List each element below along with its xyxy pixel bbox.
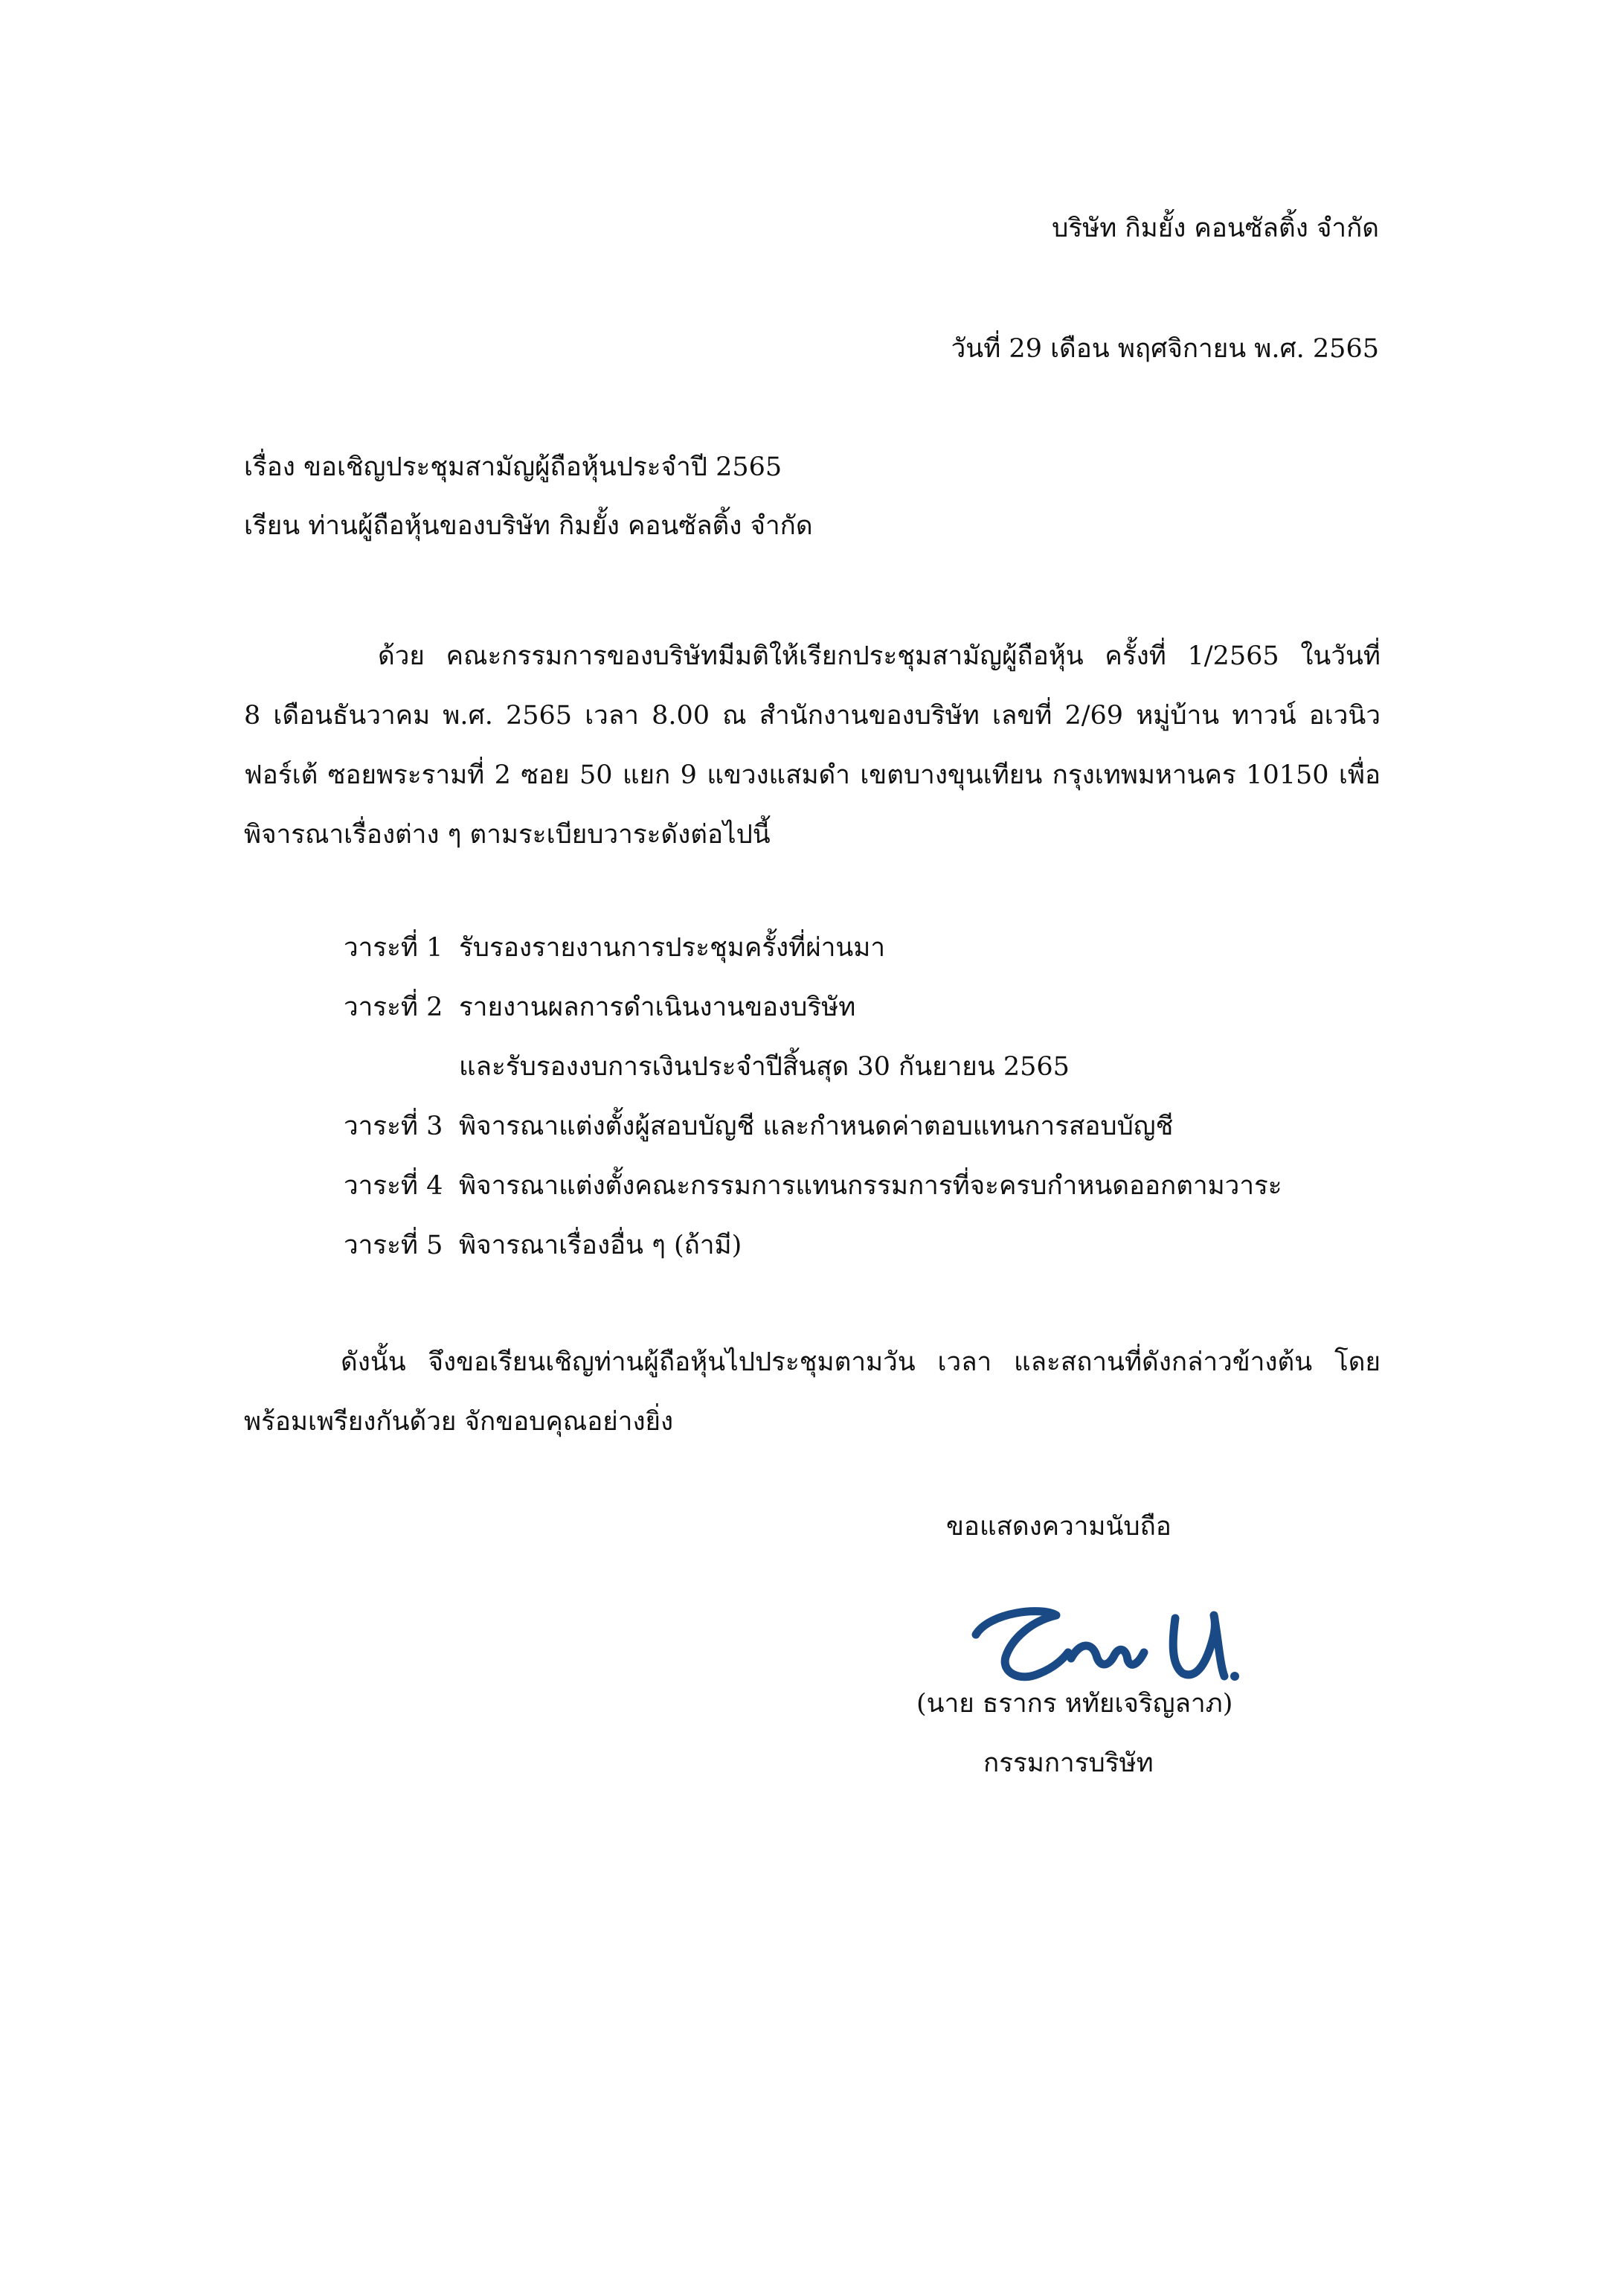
agenda-label: วาระที่ 4 (344, 1171, 443, 1201)
signature-image (960, 1596, 1242, 1693)
agenda-item (344, 918, 1282, 978)
signer-position: กรรมการบริษัท (983, 1748, 1154, 1778)
agenda-label: วาระที่ 5 (344, 1231, 443, 1260)
agenda-label: วาระที่ 3 (344, 1112, 443, 1141)
signer-name: (นาย ธรากร หทัยเจริญลาภ) (916, 1689, 1233, 1719)
agenda-text: พิจารณาแต่งตั้งคณะกรรมการแทนกรรมการที่จะครบกำหนดออกตามวาระ (459, 1171, 1282, 1201)
agenda-label: วาระที่ 2 (344, 993, 443, 1022)
company-name: บริษัท กิมยั้ง คอนซัลติ้ง จำกัด (1052, 214, 1379, 243)
body-paragraph-2 (244, 1333, 1381, 1452)
paragraph-line: พิจารณาเรื่องต่าง ๆ ตามระเบียบวาระดังต่อไปนี้ (244, 820, 771, 850)
paragraph-line: ฟอร์เต้ ซอยพระรามที่ 2 ซอย 50 แยก 9 แขวงแสมดำ เขตบางขุนเทียน กรุงเทพมหานคร 10150 เพื่อ (244, 760, 1381, 790)
letter-salutation: เรียน ท่านผู้ถือหุ้นของบริษัท กิมยั้ง คอนซัลติ้ง จำกัด (244, 511, 813, 541)
agenda-item (344, 1097, 1282, 1156)
agenda-list (344, 918, 1282, 1275)
agenda-item (344, 1216, 1282, 1275)
agenda-text: รายงานผลการดำเนินงานของบริษัท (459, 993, 856, 1022)
agenda-item (344, 1156, 1282, 1216)
paragraph-line: ดังนั้น จึงขอเรียนเชิญท่านผู้ถือหุ้นไปประชุมตามวัน เวลา และสถานที่ดังกล่าวข้างต้น โดย (341, 1347, 1381, 1377)
letter-date: วันที่ 29 เดือน พฤศจิกายน พ.ศ. 2565 (951, 334, 1379, 364)
paragraph-line: พร้อมเพรียงกันด้วย จักขอบคุณอย่างยิ่ง (244, 1407, 674, 1437)
agenda-continuation: และรับรองงบการเงินประจำปีสิ้นสุด 30 กันยายน 2565 (459, 1052, 1070, 1082)
closing-phrase: ขอแสดงความนับถือ (946, 1512, 1172, 1542)
letter-subject: เรื่อง ขอเชิญประชุมสามัญผู้ถือหุ้นประจำปี 2565 (244, 452, 782, 482)
agenda-text: รับรองรายงานการประชุมครั้งที่ผ่านมา (459, 933, 886, 963)
body-paragraph-1 (244, 626, 1381, 865)
agenda-text: พิจารณาเรื่องอื่น ๆ (ถ้ามี) (459, 1231, 742, 1260)
agenda-label: วาระที่ 1 (344, 933, 443, 963)
paragraph-line: ด้วย คณะกรรมการของบริษัทมีมติให้เรียกประชุมสามัญผู้ถือหุ้น ครั้งที่ 1/2565 ในวันที่ (378, 641, 1381, 671)
paragraph-line: 8 เดือนธันวาคม พ.ศ. 2565 เวลา 8.00 ณ สำนักงานของบริษัท เลขที่ 2/69 หมู่บ้าน ทาวน์ อเวนิว (244, 701, 1381, 731)
signature-strokes (976, 1612, 1224, 1677)
agenda-item (344, 978, 1282, 1037)
agenda-text: พิจารณาแต่งตั้งผู้สอบบัญชี และกำหนดค่าตอบแทนการสอบบัญชี (459, 1112, 1174, 1141)
